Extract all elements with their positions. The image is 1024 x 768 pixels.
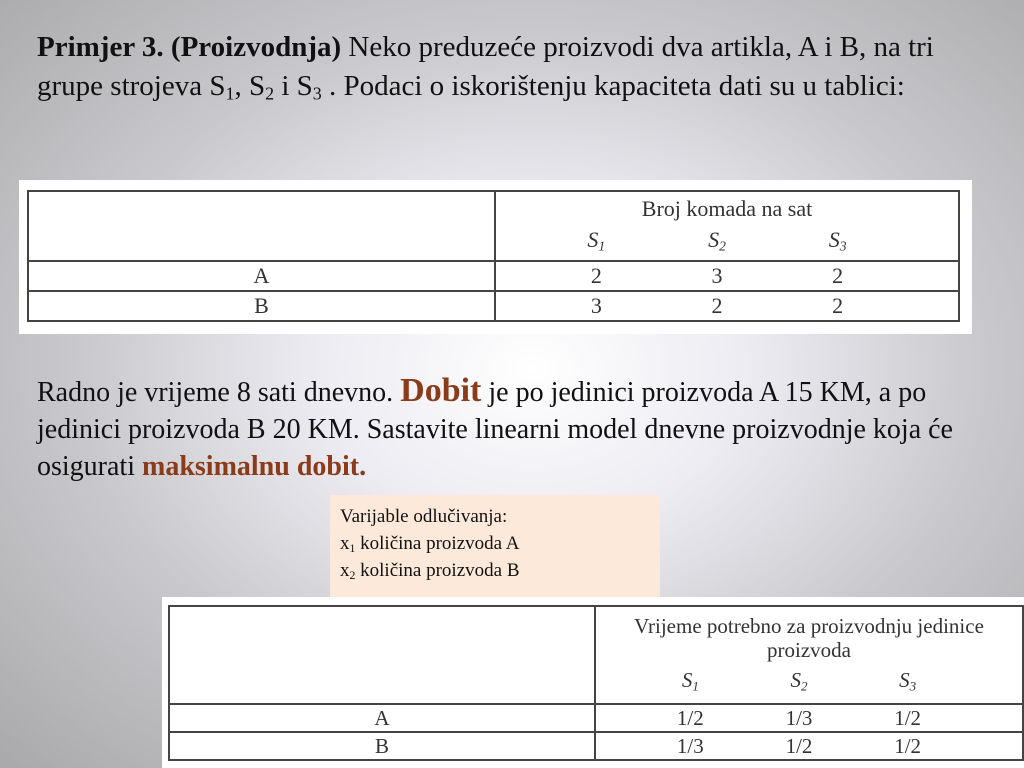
cell-value: 2 [832, 293, 844, 318]
decision-variables-box [330, 495, 660, 597]
header-empty-cell [28, 191, 495, 261]
task-paragraph [37, 372, 1007, 485]
cell-value: 2 [832, 263, 844, 288]
cell-value: 2 [590, 263, 602, 288]
machine-label: $S_2$ [708, 227, 726, 254]
machine-label: $S_1$ [587, 227, 606, 254]
intro-sub-1: 1 [225, 83, 235, 104]
header-empty-cell [169, 606, 595, 704]
cell-value: 1/3 [676, 733, 704, 758]
time-table [168, 605, 1024, 761]
cell-value: 1/2 [676, 705, 704, 730]
row-label: A [169, 704, 595, 732]
row-values [495, 261, 959, 291]
row-label: B [28, 291, 495, 321]
task-text-a: Radno je vrijeme 8 sati dnevno. [37, 377, 401, 408]
intro-sep-2: i S [274, 70, 313, 102]
table-header-title: Broj komada na sat [641, 196, 813, 221]
row-label: A [28, 261, 495, 291]
cell-value: 2 [711, 293, 723, 318]
example-title: Primjer 3. (Proizvodnja) [37, 31, 342, 63]
task-text-b: je po jedinici proizvoda A 15 KM, a po jedinici proizvoda B 20 KM. Sastavite linearni model dnevne proizvodnje koja će osigurati [37, 377, 953, 482]
time-table-image [162, 597, 1024, 768]
cell-value: 1/2 [894, 733, 922, 758]
table-header-title: Vrijeme potrebno za proizvodnju jedinice proizvoda [634, 613, 984, 662]
table-row [28, 261, 959, 291]
cell-value: 3 [711, 263, 723, 288]
note-title: Varijable odlučivanja: [340, 506, 508, 527]
intro-text-a: Neko preduzeće proizvodi dva artikla, A i B, na tri grupe strojeva S [37, 31, 934, 102]
cell-value: 3 [590, 293, 602, 318]
machine-label: $S_1$ [681, 667, 699, 693]
max-profit-highlight: maksimalnu dobit. [142, 451, 367, 482]
row-values [495, 291, 959, 321]
intro-text-b: . Podaci o iskorištenju kapaciteta dati su u tablici: [321, 70, 905, 102]
machine-label: $S_3$ [899, 667, 917, 693]
intro-paragraph [37, 28, 997, 106]
machine-label: $S_2$ [790, 667, 808, 693]
variable-x1: $x_1$ količina proizvoda A [340, 533, 520, 555]
machine-columns [496, 221, 958, 257]
intro-sep-1: , S [234, 70, 266, 102]
machine-label: $S_3$ [828, 227, 847, 254]
capacity-table-image [19, 180, 972, 334]
cell-value: 1/2 [785, 733, 813, 758]
table-row [169, 732, 1023, 760]
row-values [595, 732, 1023, 760]
table-row [28, 291, 959, 321]
intro-sub-2: 2 [265, 83, 275, 104]
cell-value: 1/3 [785, 705, 813, 730]
capacity-table [27, 190, 960, 322]
row-label: B [169, 732, 595, 760]
cell-value: 1/2 [894, 705, 922, 730]
intro-sub-3: 3 [312, 83, 322, 104]
header-cell [495, 191, 959, 261]
variable-x2: $x_2$ količina proizvoda B [340, 560, 520, 582]
table-row [169, 704, 1023, 732]
table-header-row [28, 191, 959, 261]
machine-columns [596, 662, 1022, 697]
table-header-row [169, 606, 1023, 704]
profit-highlight: Dobit [400, 372, 482, 409]
row-values [595, 704, 1023, 732]
header-cell [595, 606, 1023, 704]
